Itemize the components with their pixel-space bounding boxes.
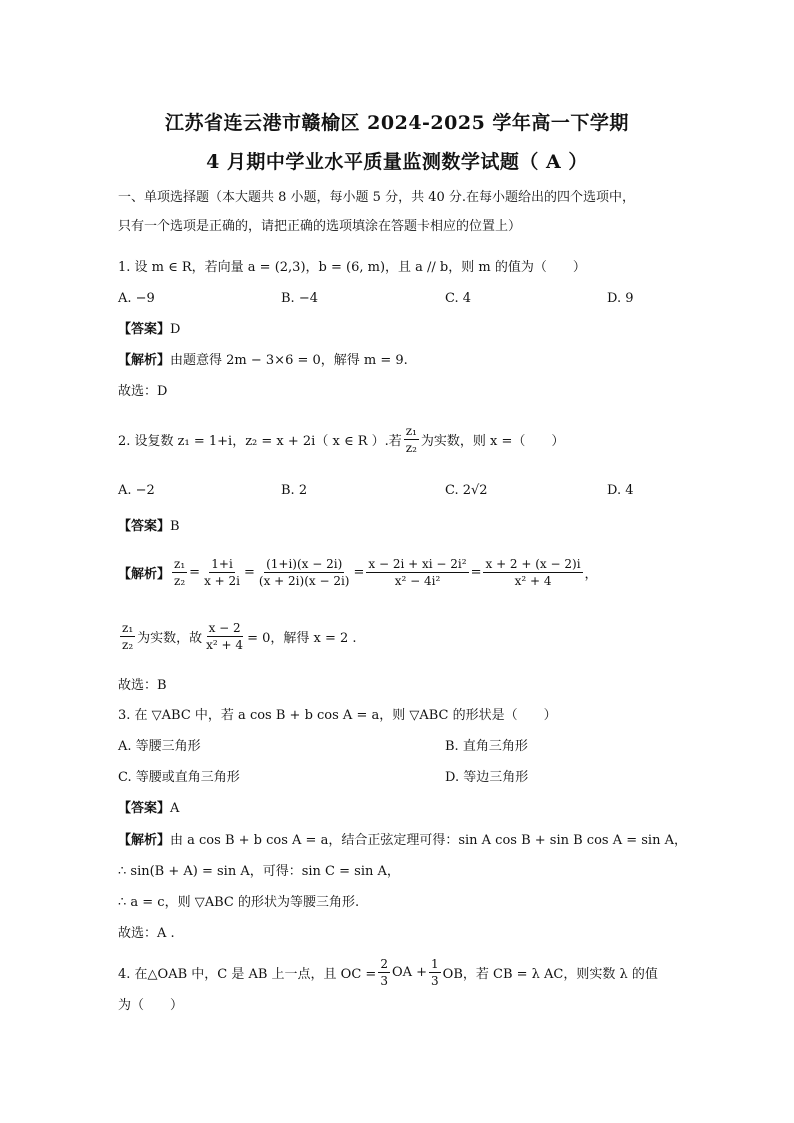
q2-frac-1 [172, 556, 187, 589]
q3-analysis-line-2: ∴ sin(B + A) = sin A，可得：sin C = sin A， [118, 864, 400, 879]
q4-stem-line-2: 为（ ） [118, 998, 184, 1013]
q2-frac-2 [202, 556, 242, 589]
q4-frac-1-num: 2 [380, 957, 388, 971]
q3-option-b: B. 直角三角形 [445, 739, 528, 754]
q3-analysis-label: 【解析】 [118, 833, 171, 848]
q2-frac-3-den: (x + 2i)(x − 2i) [258, 574, 350, 588]
q2-answer-value: B [170, 519, 180, 534]
q2-frac-2-den: x + 2i [204, 574, 240, 588]
q2-frac-4-num: x − 2i + xi − 2i² [368, 557, 467, 571]
q2-line2-frac-den: z₂ [122, 638, 134, 652]
equals-sign: = [470, 565, 482, 580]
q2-frac-5-num: x + 2 + (x − 2)i [485, 557, 581, 571]
q3-choice: 故选：A . [118, 926, 175, 941]
comma: ， [584, 567, 598, 582]
q2-frac-1-num: z₁ [174, 557, 186, 571]
q1-option-d: D. 9 [607, 291, 634, 306]
q2-stem-frac-den: z₂ [405, 441, 417, 455]
q1-stem: 1. 设 m ∈ R，若向量 a = (2,3)，b = (6, m)，且 a // b，则 m 的值为（ ） [118, 260, 586, 275]
q1-option-a: A. −9 [118, 291, 155, 306]
q4-frac-2-num: 1 [431, 957, 439, 971]
q4-frac-1-den: 3 [380, 974, 388, 988]
q2-frac-3 [257, 556, 352, 589]
q3-option-c: C. 等腰或直角三角形 [118, 770, 240, 785]
q2-option-d: D. 4 [607, 483, 634, 498]
section-instructions-1: 一、单项选择题（本大题共 8 小题，每小题 5 分，共 40 分.在每小题给出的四个选项中， [118, 190, 636, 205]
q3-option-d: D. 等边三角形 [445, 770, 529, 785]
q1-answer [118, 321, 180, 339]
q3-answer-value: A [170, 801, 180, 816]
q2-line2-post: = 0，解得 x = 2 . [247, 631, 357, 646]
q1-answer-label: 【答案】 [118, 322, 171, 337]
q4-mid: OA + [391, 965, 428, 980]
q3-stem: 3. 在 ▽ABC 中，若 a cos B + b cos A = a，则 ▽ABC 的形状是（ ） [118, 708, 557, 723]
q2-line2-mid: 为实数，故 [137, 631, 203, 646]
q2-line2-frac2-den: x² + 4 [206, 638, 244, 652]
q1-choice: 故选：D [118, 384, 168, 399]
q2-line2-frac-2 [204, 620, 245, 653]
q1-option-b: B. −4 [281, 291, 318, 306]
equals-sign: = [189, 565, 201, 580]
title-line-1: 江苏省连云港市赣榆区 2024-2025 学年高一下学期 [165, 112, 629, 134]
q3-analysis-text: 由 a cos B + b cos A = a，结合正弦定理可得：sin A cos B + sin B cos A = sin A， [170, 833, 687, 848]
q3-analysis-line-3: ∴ a = c，则 ▽ABC 的形状为等腰三角形. [118, 895, 360, 910]
q2-line2-frac-num: z₁ [122, 621, 134, 635]
q2-analysis-line-1 [118, 556, 598, 589]
q2-frac-4 [366, 556, 468, 589]
q2-stem-frac-num: z₁ [405, 424, 417, 438]
q2-frac-5 [483, 556, 582, 589]
q1-answer-value: D [170, 322, 181, 337]
q2-frac-4-den: x² − 4i² [394, 574, 441, 588]
q4-stem [118, 956, 658, 989]
q4-stem-pre: 4. 在△OAB 中，C 是 AB 上一点，且 OC = [118, 967, 377, 982]
q2-line2-frac2-num: x − 2 [208, 621, 241, 635]
q4-stem-post: OB，若 CB = λ AC，则实数 λ 的值 [442, 967, 658, 982]
q2-option-a: A. −2 [118, 483, 155, 498]
q2-frac-2-num: 1+i [211, 557, 233, 571]
q1-option-c: C. 4 [445, 291, 472, 306]
q3-option-a: A. 等腰三角形 [118, 739, 201, 754]
q3-answer-label: 【答案】 [118, 801, 171, 816]
q2-stem [118, 423, 564, 456]
q2-choice: 故选：B [118, 678, 167, 693]
q4-frac-2-den: 3 [431, 974, 439, 988]
q2-answer [118, 518, 180, 536]
q4-frac-2 [429, 956, 441, 989]
q2-option-c: C. 2√2 [445, 483, 488, 498]
q3-analysis [118, 832, 687, 850]
q2-stem-fraction [404, 423, 419, 456]
q1-analysis [118, 352, 408, 370]
equals-sign: = [353, 565, 365, 580]
q2-stem-post: 为实数，则 x =（ ） [420, 434, 565, 449]
q2-frac-3-num: (1+i)(x − 2i) [266, 557, 343, 571]
title-line-2: 4 月期中学业水平质量监测数学试题（ A ） [206, 151, 588, 173]
section-instructions-2: 只有一个选项是正确的，请把正确的选项填涂在答题卡相应的位置上） [118, 219, 522, 234]
q2-analysis-label: 【解析】 [118, 567, 171, 582]
equals-sign: = [244, 565, 255, 580]
q2-analysis-line-2 [118, 620, 357, 653]
q2-line2-frac [120, 620, 135, 653]
q2-stem-pre: 2. 设复数 z₁ = 1+i，z₂ = x + 2i（ x ∈ R ）.若 [118, 434, 402, 449]
q3-answer [118, 800, 179, 818]
q2-option-b: B. 2 [281, 483, 308, 498]
q2-answer-label: 【答案】 [118, 519, 171, 534]
q4-frac-1 [378, 956, 390, 989]
q1-analysis-text: 由题意得 2m − 3×6 = 0，解得 m = 9. [170, 353, 408, 368]
q2-frac-5-den: x² + 4 [514, 574, 552, 588]
q2-frac-1-den: z₂ [174, 574, 186, 588]
q1-analysis-label: 【解析】 [118, 353, 171, 368]
